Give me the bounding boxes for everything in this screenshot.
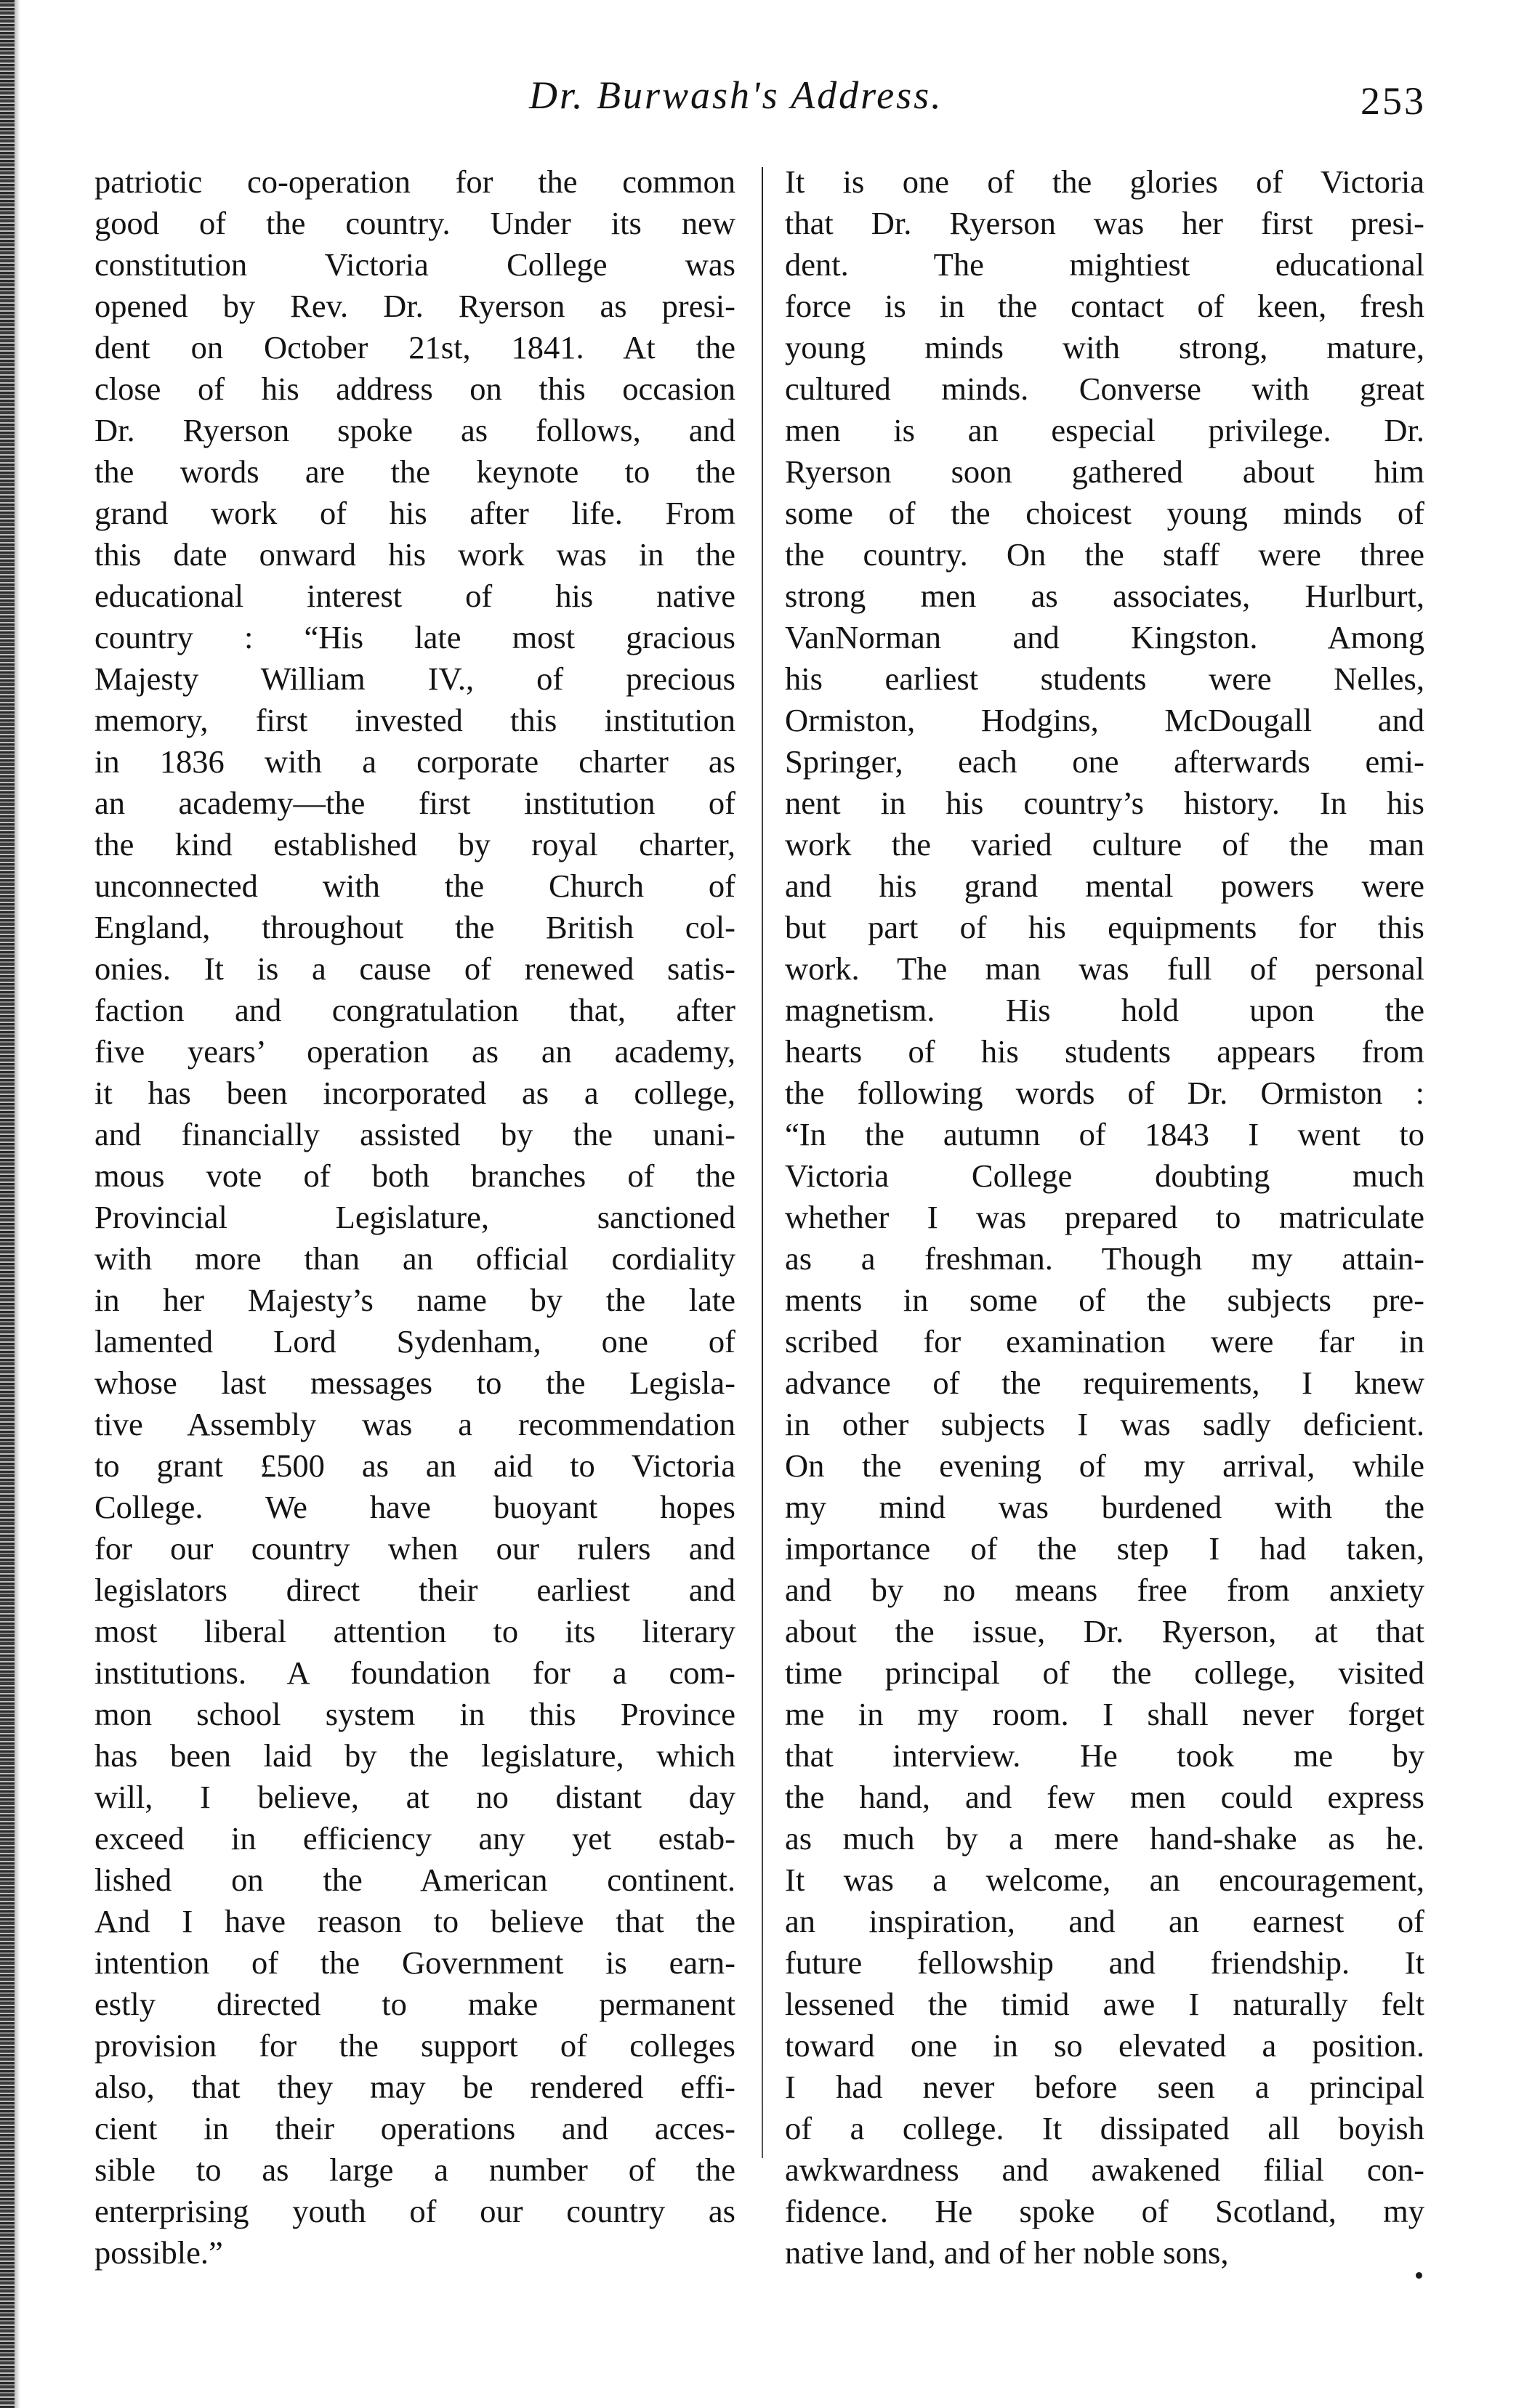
text-line: onies. It is a cause of renewed satis- — [94, 950, 735, 987]
text-line: young minds with strong, mature, — [785, 329, 1424, 365]
text-line: work. The man was full of personal — [785, 950, 1424, 987]
text-line: it has been incorporated as a college, — [94, 1075, 735, 1111]
text-line: intention of the Government is earn- — [94, 1944, 735, 1981]
text-line: has been laid by the legislature, which — [94, 1737, 735, 1774]
text-line: in her Majesty’s name by the late — [94, 1282, 735, 1318]
column-divider — [762, 167, 763, 2158]
text-line: as a freshman. Though my attain- — [785, 1240, 1424, 1277]
text-line: dent on October 21st, 1841. At the — [94, 329, 735, 365]
text-line: and by no means free from anxiety — [785, 1572, 1424, 1608]
text-line: and his grand mental powers were — [785, 868, 1424, 904]
text-line: the kind established by royal charter, — [94, 826, 735, 862]
running-header — [0, 70, 1540, 128]
text-line: this date onward his work was in the — [94, 536, 735, 573]
text-line: some of the choicest young minds of — [785, 495, 1424, 531]
text-line: And I have reason to believe that the — [94, 1903, 735, 1939]
text-line: my mind was burdened with the — [785, 1489, 1424, 1525]
text-line: native land, and of her noble sons, — [785, 2234, 1229, 2271]
text-line: constitution Victoria College was — [94, 246, 735, 283]
text-line: mon school system in this Province — [94, 1696, 735, 1732]
text-line: in 1836 with a corporate charter as — [94, 743, 735, 780]
text-line: that Dr. Ryerson was her first presi- — [785, 205, 1424, 241]
text-line: tive Assembly was a recommendation — [94, 1406, 735, 1442]
text-line: men is an especial privilege. Dr. — [785, 412, 1424, 448]
book-binding-edge — [0, 0, 15, 2408]
text-line: good of the country. Under its new — [94, 205, 735, 241]
text-line: to grant £500 as an aid to Victoria — [94, 1447, 735, 1484]
text-line: institutions. A foundation for a com- — [94, 1655, 735, 1691]
text-line: hearts of his students appears from — [785, 1033, 1424, 1070]
text-line: On the evening of my arrival, while — [785, 1447, 1424, 1484]
text-line: fidence. He spoke of Scotland, my — [785, 2193, 1424, 2229]
text-line: in other subjects I was sadly deficient. — [785, 1406, 1424, 1442]
text-line: lished on the American continent. — [94, 1862, 735, 1898]
text-line: five years’ operation as an academy, — [94, 1033, 735, 1070]
text-line: for our country when our rulers and — [94, 1530, 735, 1567]
text-line: lamented Lord Sydenham, one of — [94, 1323, 735, 1359]
text-line: with more than an official cordiality — [94, 1240, 735, 1277]
text-line: England, throughout the British col- — [94, 909, 735, 945]
text-line: It was a welcome, an encouragement, — [785, 1862, 1424, 1898]
text-line: and financially assisted by the unani- — [94, 1116, 735, 1152]
text-line: opened by Rev. Dr. Ryerson as presi- — [94, 288, 735, 324]
running-title: Dr. Burwash's Address. — [529, 73, 943, 117]
text-line: the following words of Dr. Ormiston : — [785, 1075, 1424, 1111]
text-line: legislators direct their earliest and — [94, 1572, 735, 1608]
text-line: Victoria College doubting much — [785, 1157, 1424, 1194]
text-line: strong men as associates, Hurlburt, — [785, 578, 1424, 614]
text-line: Ormiston, Hodgins, McDougall and — [785, 702, 1424, 738]
text-line: possible.” — [94, 2234, 223, 2271]
text-line: I had never before seen a principal — [785, 2069, 1424, 2105]
text-line: scribed for examination were far in — [785, 1323, 1424, 1359]
text-line: whether I was prepared to matriculate — [785, 1199, 1424, 1235]
text-line: It is one of the glories of Victoria — [785, 163, 1424, 200]
text-line: future fellowship and friendship. It — [785, 1944, 1424, 1981]
text-line: the country. On the staff were three — [785, 536, 1424, 573]
text-line: toward one in so elevated a position. — [785, 2027, 1424, 2064]
text-line: most liberal attention to its literary — [94, 1613, 735, 1649]
text-line: an academy—the first institution of — [94, 785, 735, 821]
text-line: College. We have buoyant hopes — [94, 1489, 735, 1525]
text-line: the words are the keynote to the — [94, 453, 735, 490]
text-line: force is in the contact of keen, fresh — [785, 288, 1424, 324]
text-line: of a college. It dissipated all boyish — [785, 2110, 1424, 2146]
right-text-column — [785, 161, 1424, 2274]
text-line: also, that they may be rendered effi- — [94, 2069, 735, 2105]
text-line: Dr. Ryerson spoke as follows, and — [94, 412, 735, 448]
left-text-column — [94, 161, 735, 2274]
text-line: his earliest students were Nelles, — [785, 660, 1424, 697]
text-line: provision for the support of colleges — [94, 2027, 735, 2064]
text-line: memory, first invested this institution — [94, 702, 735, 738]
text-line: educational interest of his native — [94, 578, 735, 614]
text-line: estly directed to make permanent — [94, 1986, 735, 2022]
text-line: work the varied culture of the man — [785, 826, 1424, 862]
text-line: awkwardness and awakened filial con- — [785, 2152, 1424, 2188]
text-line: about the issue, Dr. Ryerson, at that — [785, 1613, 1424, 1649]
text-line: will, I believe, at no distant day — [94, 1779, 735, 1815]
text-line: Provincial Legislature, sanctioned — [94, 1199, 735, 1235]
text-line: mous vote of both branches of the — [94, 1157, 735, 1194]
text-line: exceed in efficiency any yet estab- — [94, 1820, 735, 1856]
text-line: but part of his equipments for this — [785, 909, 1424, 945]
text-line: faction and congratulation that, after — [94, 992, 735, 1028]
text-line: advance of the requirements, I knew — [785, 1365, 1424, 1401]
text-line: cient in their operations and acces- — [94, 2110, 735, 2146]
text-line: enterprising youth of our country as — [94, 2193, 735, 2229]
text-line: the hand, and few men could express — [785, 1779, 1424, 1815]
text-line: sible to as large a number of the — [94, 2152, 735, 2188]
text-line: Ryerson soon gathered about him — [785, 453, 1424, 490]
text-line: me in my room. I shall never forget — [785, 1696, 1424, 1732]
text-line: ments in some of the subjects pre- — [785, 1282, 1424, 1318]
text-line: cultured minds. Converse with great — [785, 371, 1424, 407]
text-line: lessened the timid awe I naturally felt — [785, 1986, 1424, 2022]
text-line: close of his address on this occasion — [94, 371, 735, 407]
text-line: unconnected with the Church of — [94, 868, 735, 904]
text-line: as much by a mere hand-shake as he. — [785, 1820, 1424, 1856]
text-line: dent. The mightiest educational — [785, 246, 1424, 283]
text-line: nent in his country’s history. In his — [785, 785, 1424, 821]
text-line: grand work of his after life. From — [94, 495, 735, 531]
text-line: time principal of the college, visited — [785, 1655, 1424, 1691]
text-line: VanNorman and Kingston. Among — [785, 619, 1424, 655]
text-line: Springer, each one afterwards emi- — [785, 743, 1424, 780]
ink-speck — [1416, 2272, 1422, 2279]
text-line: patriotic co-operation for the common — [94, 163, 735, 200]
text-line: an inspiration, and an earnest of — [785, 1903, 1424, 1939]
text-line: whose last messages to the Legisla- — [94, 1365, 735, 1401]
text-line: magnetism. His hold upon the — [785, 992, 1424, 1028]
text-line: that interview. He took me by — [785, 1737, 1424, 1774]
text-line: country : “His late most gracious — [94, 619, 735, 655]
text-line: “In the autumn of 1843 I went to — [785, 1116, 1424, 1152]
text-line: Majesty William IV., of precious — [94, 660, 735, 697]
page-number: 253 — [1360, 79, 1426, 123]
text-line: importance of the step I had taken, — [785, 1530, 1424, 1567]
